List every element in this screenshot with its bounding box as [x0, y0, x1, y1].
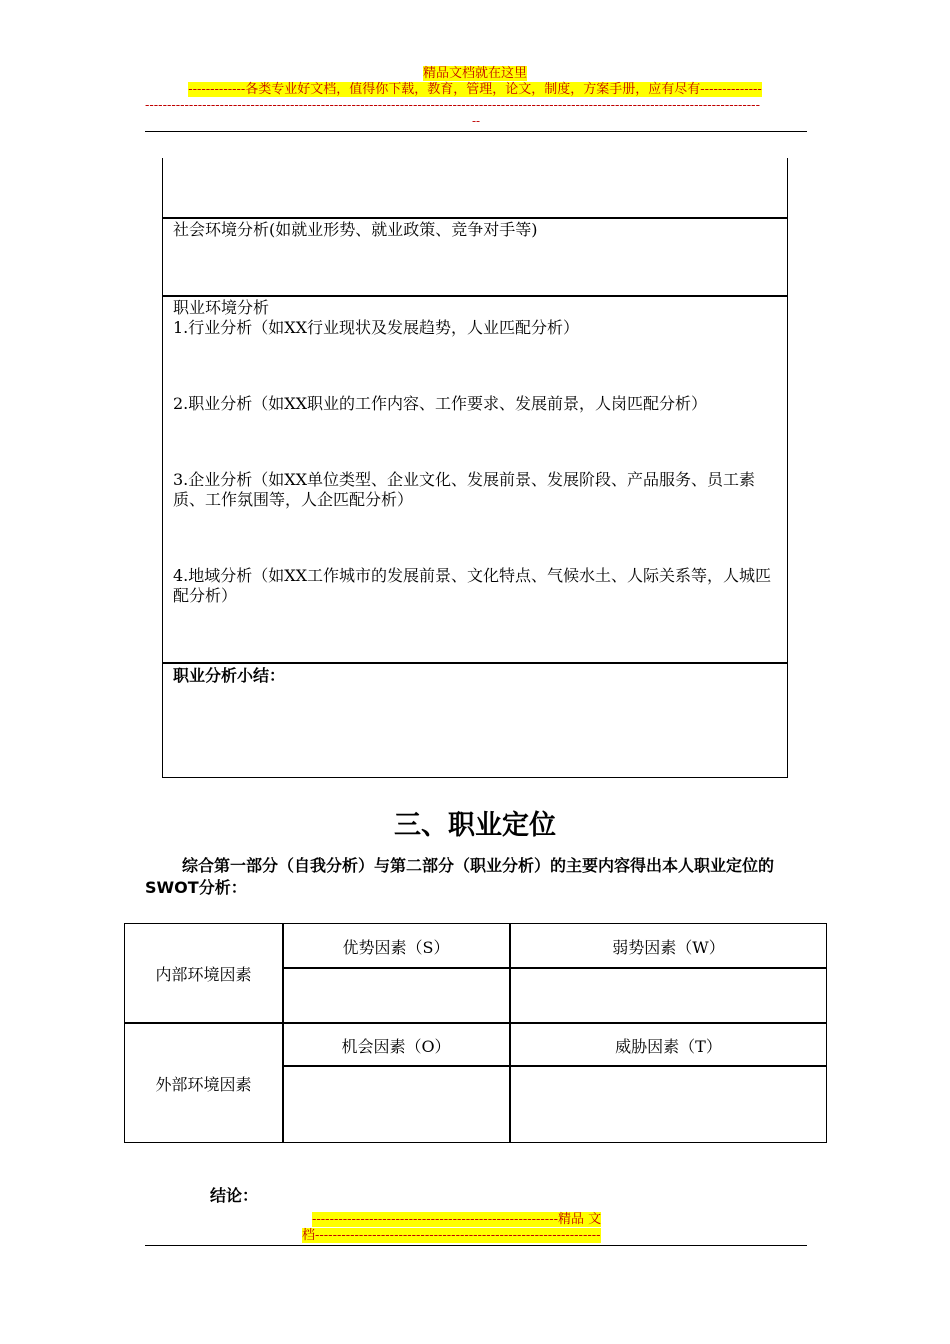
conclusion-label: 结论： [210, 1186, 259, 1205]
swot-divider [125, 1022, 826, 1024]
swot-external-label: 外部环境因素 [155, 1075, 252, 1094]
swot-threats-label: 威胁因素（T） [615, 1037, 722, 1056]
table-divider [163, 295, 787, 297]
footer-line-1 [312, 1212, 601, 1227]
header-tagline-text: -------------各类专业好文档，值得你下载，教育，管理，论文，制度，方案手册，应有尽有-------------- [188, 82, 762, 97]
header-dash-line: -------------------------------------------------------------------------------------------------------------------------------------------- [145, 98, 760, 113]
enterprise-analysis-item: 3.企业分析（如XX单位类型、企业文化、发展前景、发展阶段、产品服务、员工素质、工作氛围等，人企匹配分析） [173, 470, 756, 509]
section-intro: 综合第一部分（自我分析）与第二部分（职业分析）的主要内容得出本人职业定位的SWOT分析： [145, 856, 775, 897]
footer-line-2 [302, 1228, 601, 1243]
swot-internal-label: 内部环境因素 [155, 965, 252, 984]
header-rule [145, 131, 807, 132]
swot-table [124, 923, 827, 1143]
environment-analysis-table [162, 158, 788, 778]
swot-divider [282, 1065, 826, 1067]
swot-divider [282, 967, 826, 969]
header-title-text: 精品文档就在这里 [422, 66, 527, 81]
social-environment-label: 社会环境分析(如就业形势、就业政策、竞争对手等) [173, 220, 538, 239]
table-divider [163, 662, 787, 664]
footer-rule [145, 1245, 807, 1246]
swot-weaknesses-label: 弱势因素（W） [612, 938, 725, 957]
section-title: 三、职业定位 [394, 810, 556, 841]
swot-strengths-label: 优势因素（S） [342, 938, 450, 957]
region-analysis-item: 4.地域分析（如XX工作城市的发展前景、文化特点、气候水土、人际关系等，人城匹配分析） [173, 566, 772, 605]
table-divider [163, 217, 787, 219]
career-summary-label: 职业分析小结： [173, 666, 286, 685]
header-dash-tail: -- [471, 114, 481, 128]
footer-line-1-text: --------------------------------------------------------精品 文 [312, 1212, 602, 1227]
career-environment-title: 职业环境分析 [173, 298, 270, 317]
occupation-analysis-item: 2.职业分析（如XX职业的工作内容、工作要求、发展前景，人岗匹配分析） [173, 394, 708, 413]
header-title [0, 66, 950, 81]
footer-line-2-text: 档----------------------------------------------------------------- [302, 1228, 601, 1243]
industry-analysis-item: 1.行业分析（如XX行业现状及发展趋势，人业匹配分析） [173, 318, 580, 337]
swot-opportunities-label: 机会因素（O） [341, 1037, 451, 1056]
header-tagline [0, 82, 950, 97]
